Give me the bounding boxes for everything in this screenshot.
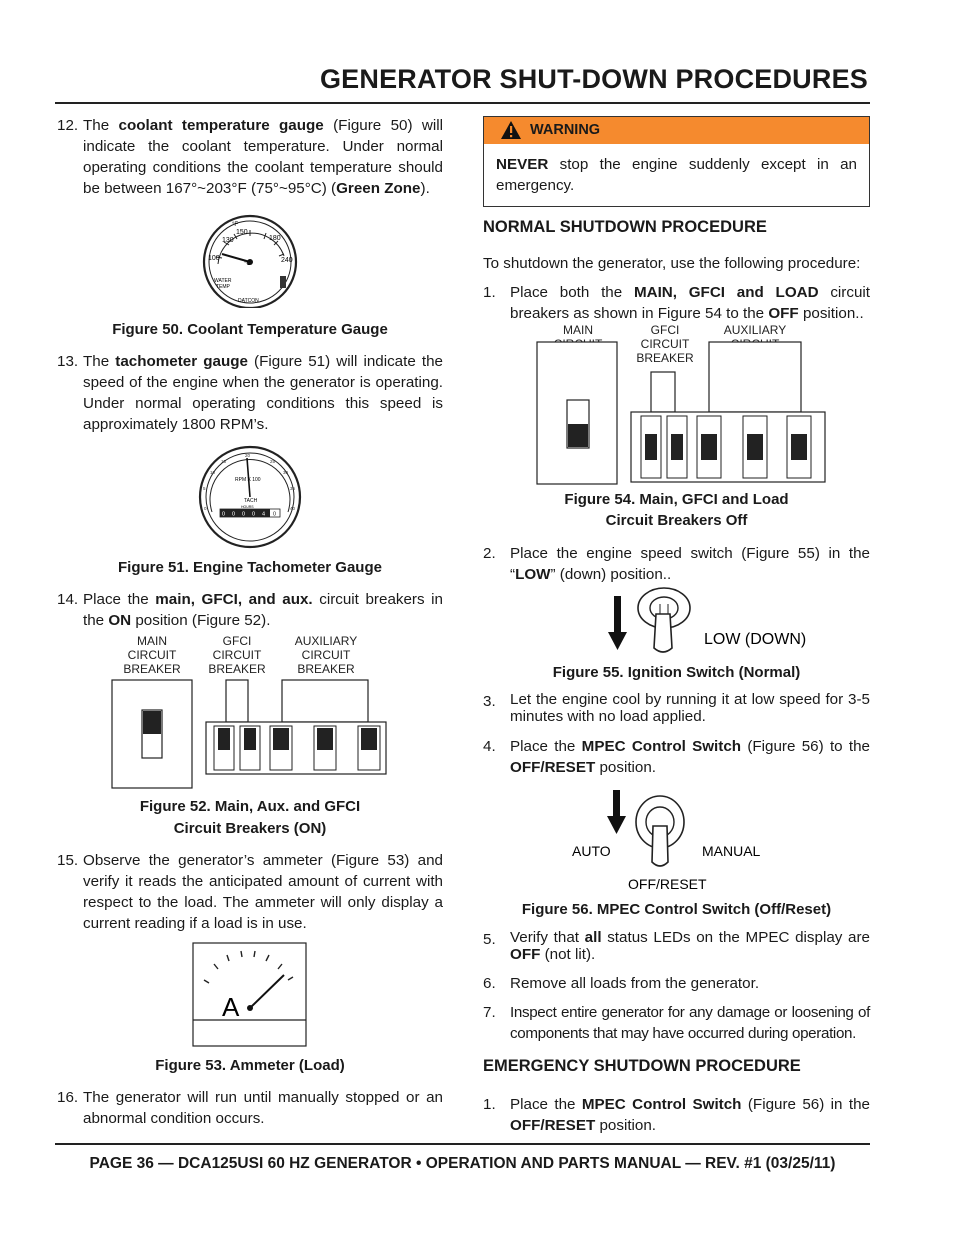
manual-label: MANUAL (702, 843, 761, 859)
normal-shutdown-heading: NORMAL SHUTDOWN PROCEDURE (483, 218, 767, 236)
step-number: 2. (483, 545, 496, 562)
mpec-control-switch (566, 786, 776, 896)
gauge-brand: DATCON (238, 298, 259, 304)
step-number: 1. (483, 284, 496, 301)
page-footer: PAGE 36 — DCA125USI 60 HZ GENERATOR • OPERATION AND PARTS MANUAL — REV. #1 (03/25/11) (89, 1155, 836, 1172)
svg-text:0: 0 (242, 511, 246, 518)
svg-text:0: 0 (273, 511, 277, 518)
main-breaker-label: MAIN CIRCUIT BREAKER (123, 634, 181, 676)
emergency-step-1-text: Place the MPEC Control Switch (Figure 56) in the OFF/RESET position. (510, 1096, 871, 1134)
step-5-text: Verify that all status LEDs on the MPEC display are OFF (not lit). (510, 929, 870, 963)
item-number: 16. (57, 1089, 79, 1106)
rpm-label: RPM X 100 (235, 477, 261, 483)
step-6-text: Remove all loads from the generator. (510, 975, 760, 992)
item-12-text: The coolant temperature gauge (Figure 50) will indicate the coolant temperature. Under normal operating conditions the coolant temperature should be between 167°~203°F (75°~95°C) (Green Zone). (83, 117, 443, 197)
svg-text:0: 0 (222, 511, 226, 518)
step-number: 3. (483, 693, 496, 710)
figure-52-caption-1: Figure 52. Main, Aux. and GFCI (139, 798, 361, 815)
step-number: 6. (483, 975, 496, 992)
engine-tachometer-gauge (196, 444, 304, 550)
item-number: 14. (57, 591, 79, 608)
down-arrow-icon (608, 596, 627, 650)
unit-c: °C (244, 261, 251, 267)
item-13-text: The tachometer gauge (Figure 51) will indicate the speed of the engine when the generator is operating. Under normal operating conditions this speed is approximately 1800 RPM’s. (83, 353, 443, 433)
warning-text: NEVER stop the engine suddenly except in an emergency. (496, 156, 857, 194)
emergency-shutdown-heading: EMERGENCY SHUTDOWN PROCEDURE (483, 1057, 801, 1075)
item-15-text: Observe the generator’s ammeter (Figure 53) and verify it reads the anticipated amount of current with respect to the load. The ammeter will only display a current reading if a load is in use. (83, 852, 443, 932)
aux-breaker-label: AUXILIARY (723, 323, 787, 337)
header-rule (55, 102, 870, 104)
step-number: 1. (483, 1096, 496, 1113)
scale-130: 130 (222, 237, 234, 244)
svg-text:25: 25 (270, 459, 276, 464)
tach-label: TACH (244, 498, 258, 504)
figure-52-breakers-on (110, 678, 390, 790)
svg-text:20: 20 (245, 453, 251, 458)
auto-label: AUTO (572, 843, 611, 859)
step-3-text: Let the engine cool by running it at low speed for 3-5 minutes with no load applied. (510, 691, 870, 725)
step-number: 7. (483, 1004, 496, 1021)
step-4-text: Place the MPEC Control Switch (Figure 56) to the OFF/RESET position. (510, 738, 871, 776)
svg-text:4: 4 (262, 511, 266, 518)
svg-text:0: 0 (204, 506, 207, 511)
intro-text: To shutdown the generator, use the following procedure: (483, 255, 861, 272)
item-number: 13. (57, 353, 79, 370)
ammeter (192, 942, 308, 1048)
figure-54-breakers-off (535, 340, 827, 486)
svg-text:0: 0 (252, 511, 256, 518)
hour-meter (220, 509, 280, 518)
figure-55-caption: Figure 55. Ignition Switch (Normal) (552, 664, 801, 681)
svg-text:0: 0 (232, 511, 236, 518)
thermometer-icon (280, 276, 286, 288)
item-number: 12. (57, 117, 79, 134)
hours-label: HOURS (241, 505, 254, 509)
step-2-text: Place the engine speed switch (Figure 55) in the “LOW” (down) position.. (510, 545, 870, 583)
svg-text:40: 40 (290, 506, 296, 511)
gauge-label-1: WATER (214, 278, 232, 284)
item-16-text: The generator will run until manually stopped or an abnormal condition occurs. (83, 1089, 443, 1127)
svg-text:35: 35 (290, 486, 296, 491)
off-reset-label: OFF/RESET (628, 876, 707, 892)
step-number: 4. (483, 738, 496, 755)
figure-56-caption: Figure 56. MPEC Control Switch (Off/Reset) (521, 901, 832, 918)
warning-icon (500, 120, 522, 140)
step-1-text: Place both the MAIN, GFCI and LOAD circuit breakers as shown in Figure 54 to the OFF position.. (510, 284, 870, 322)
warning-header (484, 117, 869, 144)
svg-text:10: 10 (210, 470, 216, 475)
gauge-label-2: TEMP (216, 284, 230, 290)
gfci-breaker-label: GFCI CIRCUIT BREAKER (208, 634, 266, 676)
switch-position-label: LOW (DOWN) (704, 631, 807, 648)
scale-240: 240 (281, 257, 293, 264)
svg-text:30: 30 (283, 470, 289, 475)
scale-150: 150 (236, 229, 248, 236)
figure-50-caption: Figure 50. Coolant Temperature Gauge (112, 321, 388, 338)
down-arrow-icon (607, 790, 626, 834)
svg-text:15: 15 (221, 459, 227, 464)
figure-52-caption-2: Circuit Breakers (ON) (173, 820, 327, 837)
aux-breaker-label: AUXILIARY CIRCUIT BREAKER (294, 634, 358, 676)
step-number: 5. (483, 931, 496, 948)
gfci-breaker-label: GFCI CIRCUIT BREAKER (636, 323, 694, 365)
warning-box (483, 116, 870, 207)
ignition-switch (604, 584, 834, 660)
main-breaker-label: MAIN (563, 323, 593, 337)
footer-rule (55, 1143, 870, 1145)
item-number: 15. (57, 852, 79, 869)
coolant-temperature-gauge (196, 212, 304, 308)
svg-text:5: 5 (203, 486, 206, 491)
page-title: GENERATOR SHUT-DOWN PROCEDURES (319, 64, 868, 94)
figure-53-caption: Figure 53. Ammeter (Load) (155, 1057, 345, 1074)
unit-f: °F (232, 222, 239, 228)
scale-100: 100 (208, 255, 220, 262)
scale-180: 180 (269, 235, 281, 242)
item-14-text: Place the main, GFCI, and aux. circuit breakers in the ON position (Figure 52). (83, 591, 443, 629)
figure-54-caption-2: Circuit Breakers Off (605, 512, 748, 529)
figure-51-caption: Figure 51. Engine Tachometer Gauge (118, 559, 382, 576)
step-7-text: Inspect entire generator for any damage or loosening of components that may have occurred during operation. (510, 1004, 870, 1042)
warning-label: WARNING (530, 122, 601, 138)
ammeter-unit: A (222, 992, 240, 1022)
figure-54-caption-1: Figure 54. Main, GFCI and Load (564, 491, 789, 508)
